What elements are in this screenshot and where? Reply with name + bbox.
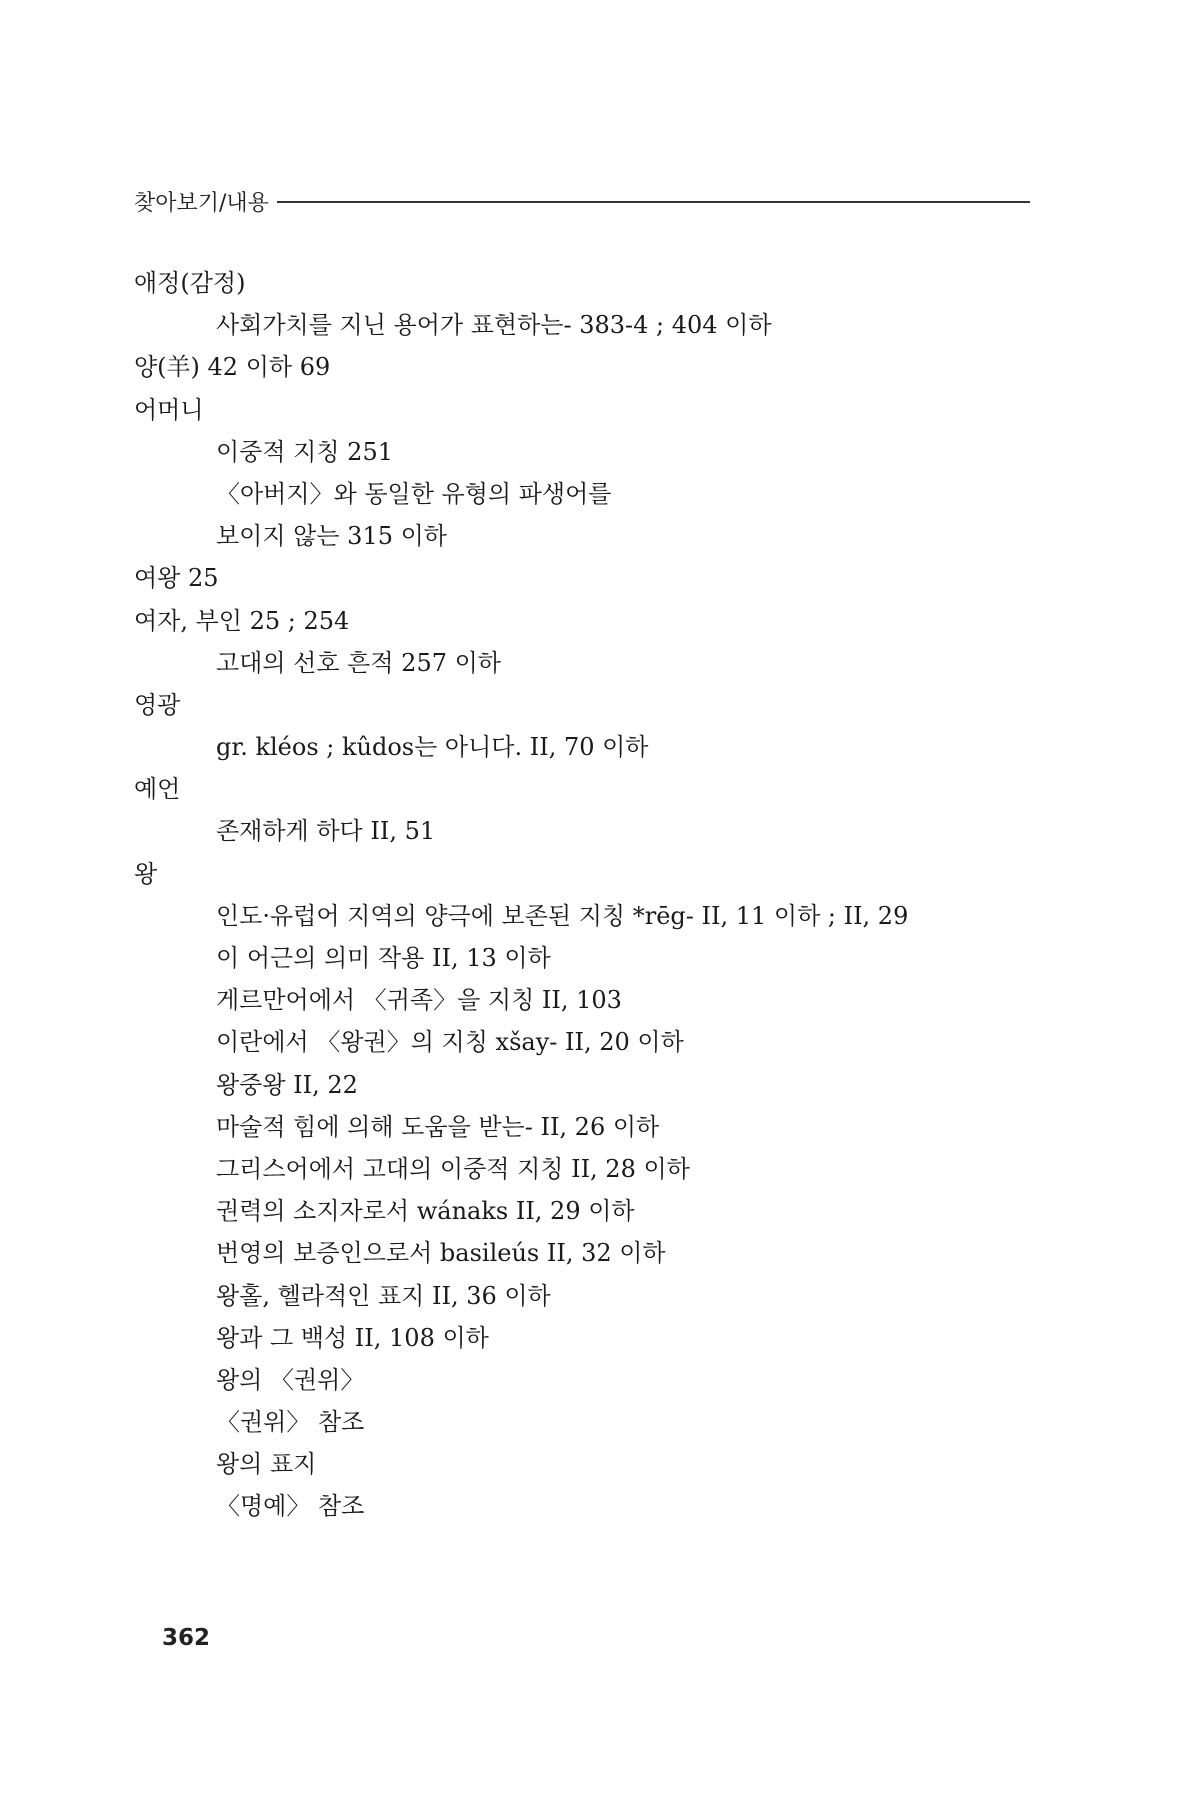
index-entry: 어머니 [134,395,204,424]
index-subentry: 번영의 보증인으로서 basileús II, 32 이하 [216,1239,666,1268]
index-subentry: 왕과 그 백성 II, 108 이하 [216,1323,489,1352]
index-subentry: 이중적 지칭 251 [216,437,393,466]
index-subentry: 이란에서 〈왕권〉의 지칭 xšay- II, 20 이하 [216,1028,684,1057]
index-subentry: 게르만어에서 〈귀족〉을 지칭 II, 103 [216,986,622,1015]
index-entry: 왕 [134,859,158,888]
index-subentry: 인도·유럽어 지역의 양극에 보존된 지칭 *rēg- II, 11 이하 ; II, 29 [216,901,909,930]
index-entry: 영광 [134,690,181,719]
index-entry: 여왕 25 [134,564,219,593]
page-number: 362 [162,1625,211,1651]
index-subentry: 존재하게 하다 II, 51 [216,817,436,846]
index-subentry: 〈권위〉 참조 [216,1408,365,1437]
header-rule [277,201,1030,203]
index-subentry: 고대의 선호 흔적 257 이하 [216,648,501,677]
index-subentry: 왕중왕 II, 22 [216,1070,358,1099]
index-entry: 예언 [134,775,181,804]
index-subentry: gr. kléos ; kûdos는 아니다. II, 70 이하 [216,733,649,762]
index-subentry: 마술적 힘에 의해 도움을 받는- II, 26 이하 [216,1112,660,1141]
index-entry: 여자, 부인 25 ; 254 [134,606,350,635]
index-subentry: 왕홀, 헬라적인 표지 II, 36 이하 [216,1281,551,1310]
index-subentry: 사회가치를 지닌 용어가 표현하는- 383-4 ; 404 이하 [216,311,772,340]
index-entry: 애정(감정) [134,269,246,297]
index-subentry: 왕의 〈권위〉 [216,1365,365,1394]
index-subentry: 〈명예〉 참조 [216,1492,365,1521]
index-list [134,262,1034,1528]
index-subentry: 왕의 표지 [216,1450,317,1479]
index-subentry: 권력의 소지자로서 wánaks II, 29 이하 [216,1197,635,1226]
running-head-title: 찾아보기/내용 [134,191,269,216]
index-subentry: 이 어근의 의미 작용 II, 13 이하 [216,944,551,972]
index-subentry: 보이지 않는 315 이하 [216,522,447,551]
index-subentry: 그리스어에서 고대의 이중적 지칭 II, 28 이하 [216,1154,690,1183]
running-head [134,186,1030,217]
index-entry: 양(羊) 42 이하 69 [134,353,331,382]
index-subentry: 〈아버지〉와 동일한 유형의 파생어를 [216,479,612,508]
